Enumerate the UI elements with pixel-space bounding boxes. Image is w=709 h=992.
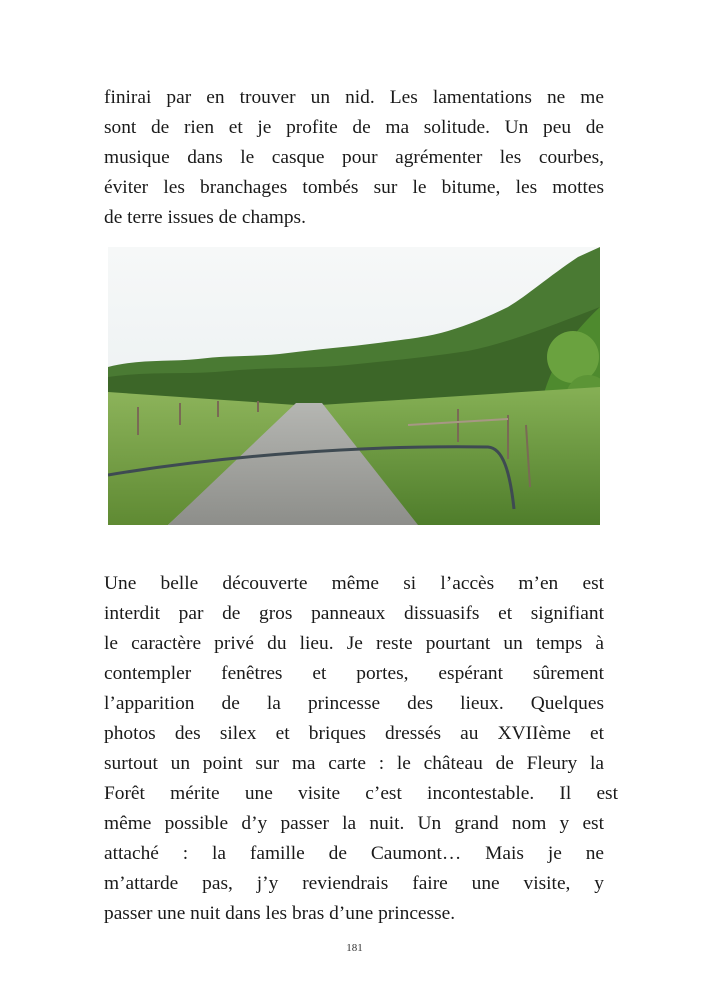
text-line: musique dans le casque pour agrémenter les courbes, [104, 147, 604, 168]
text-line: passer une nuit dans les bras d’une princesse. [104, 903, 456, 924]
text-line: Forêt mérite une visite c’est incontestable. Il est [104, 783, 618, 804]
text-line: sont de rien et je profite de ma solitude. Un peu de [104, 117, 604, 138]
text-line: m’attarde pas, j’y reviendrais faire une visite, y [104, 873, 604, 894]
text-line: photos des silex et briques dressés au XVIIème et [104, 723, 604, 744]
text-line: Une belle découverte même si l’accès m’en est [104, 573, 604, 594]
text-line: l’apparition de la princesse des lieux. Quelques [104, 693, 604, 714]
text-line: finirai par en trouver un nid. Les lamentations ne me [104, 87, 604, 108]
text-line: le caractère privé du lieu. Je reste pourtant un temps à [104, 633, 604, 654]
page-number: 181 [346, 942, 363, 954]
text-line: éviter les branchages tombés sur le bitume, les mottes [104, 177, 604, 198]
country-road-illustration [108, 247, 600, 525]
country-road-photo [108, 247, 600, 525]
text-line: interdit par de gros panneaux dissuasifs et signifiant [104, 603, 604, 624]
body-paragraph-1 [104, 83, 604, 233]
text-line: de terre issues de champs. [104, 207, 306, 228]
text-line: même possible d’y passer la nuit. Un grand nom y est [104, 813, 604, 834]
text-line: attaché : la famille de Caumont… Mais je ne [104, 843, 604, 864]
body-paragraph-2 [104, 569, 618, 929]
text-line: contempler fenêtres et portes, espérant sûrement [104, 663, 604, 684]
text-line: surtout un point sur ma carte : le château de Fleury la [104, 753, 604, 774]
